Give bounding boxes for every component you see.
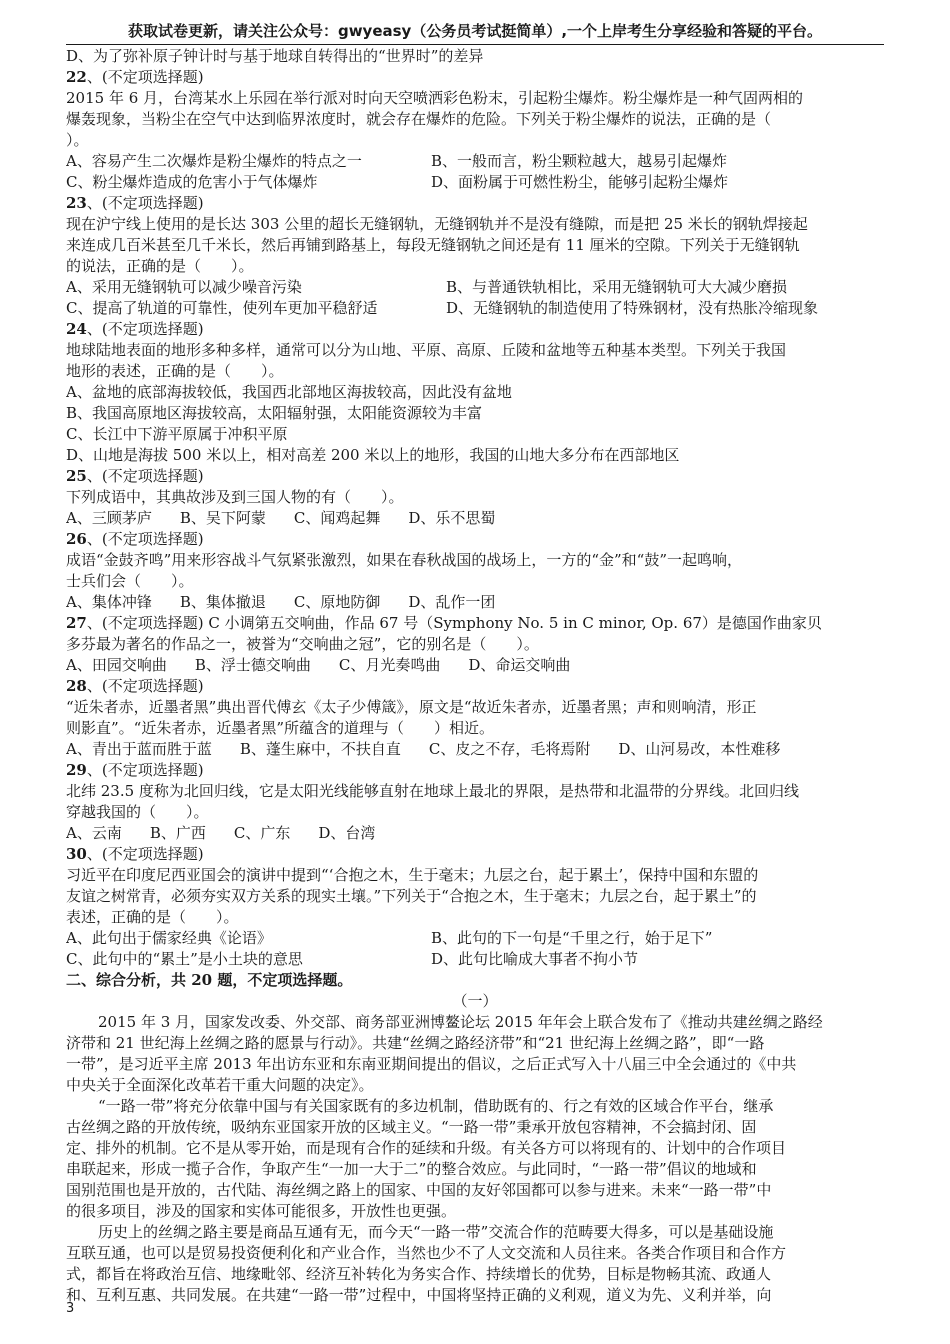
option-a: A、盆地的底部海拔较低，我国西北部地区海拔较高，因此没有盆地: [66, 383, 512, 401]
question-26-stem: 士兵们会（ ）。: [66, 572, 194, 590]
question-22-stem: ）。: [66, 131, 89, 149]
option-c: C、提高了轨道的可靠性，使列车更加平稳舒适: [66, 299, 378, 317]
option-a: A、此句出于儒家经典《论语》: [66, 929, 272, 947]
question-30-heading: 30、(不定项选择题): [66, 845, 204, 863]
passage-line: 的很多项目，涉及的国家和实体可能很多，开放性也更强。: [66, 1202, 457, 1220]
header-divider: [66, 44, 884, 45]
option-d: D、面粉属于可燃性粉尘，能够引起粉尘爆炸: [431, 173, 729, 191]
question-25-heading: 25、(不定项选择题): [66, 467, 204, 485]
option-d: D、此句比喻成大事者不拘小节: [431, 950, 639, 968]
question-30-options-row: [66, 949, 884, 970]
question-28-options-row: [66, 739, 884, 760]
question-28-heading: 28、(不定项选择题): [66, 677, 204, 695]
passage-line: 式，都旨在将政治互信、地缘毗邻、经济互补转化为务实合作、持续增长的优势，目标是物畅其流、政通人: [66, 1265, 772, 1283]
option-a: A、青出于蓝而胜于蓝: [66, 740, 212, 758]
option-a: A、云南: [66, 824, 122, 842]
question-24-stem: 地球陆地表面的地形多种多样，通常可以分为山地、平原、高原、丘陵和盆地等五种基本类型。下列关于我国: [66, 341, 787, 359]
option-d: D、命运交响曲: [468, 656, 571, 674]
question-30-options-row: [66, 928, 884, 949]
question-24-stem: 地形的表述，正确的是（ ）。: [66, 362, 284, 380]
passage-line: 济带和 21 世纪海上丝绸之路的愿景与行动》。共建“丝绸之路经济带”和“21 世纪海上丝绸之路”，即“一路: [66, 1034, 765, 1052]
option-a: A、采用无缝钢轨可以减少噪音污染: [66, 278, 302, 296]
question-23-heading: 23、(不定项选择题): [66, 194, 204, 212]
passage-line: 互联互通，也可以是贸易投资便利化和产业合作，当然也少不了人文交流和人员往来。各类合作项目和合作方: [66, 1244, 787, 1262]
option-c: C、原地防御: [293, 593, 381, 611]
option-a: A、容易产生二次爆炸是粉尘爆炸的特点之一: [66, 152, 362, 170]
passage-line: 和、互利互惠、共同发展。在共建“一路一带”过程中，中国将坚持正确的义利观，道义为先、义利并举，向: [66, 1286, 772, 1304]
option-d: D、乱作一团: [408, 593, 496, 611]
option-b: B、广西: [149, 824, 206, 842]
passage-line: 中央关于全面深化改革若干重大问题的决定》。: [66, 1076, 374, 1094]
document-body: [66, 46, 884, 1306]
question-27-heading: 27、(不定项选择题) C 小调第五交响曲，作品 67 号（Symphony No. 5 in C minor, Op. 67）是德国作曲家贝: [66, 614, 822, 632]
question-30-stem: 表述，正确的是（ ）。: [66, 908, 239, 926]
question-24-heading: 24、(不定项选择题): [66, 320, 204, 338]
passage-line: 历史上的丝绸之路主要是商品互通有无，而今天“一路一带”交流合作的范畴要大得多，可以是基础设施: [98, 1223, 774, 1241]
question-22-heading: 22、(不定项选择题): [66, 68, 204, 86]
question-23-stem: 现在沪宁线上使用的是长达 303 公里的超长无缝钢轨，无缝钢轨并不是没有缝隙，而是把 25 米长的钢轨焊接起: [66, 215, 808, 233]
question-28-stem: “近朱者赤，近墨者黑”典出晋代傅玄《太子少傅箴》，原文是“故近朱者赤，近墨者黑；声和则响清，形正: [66, 698, 757, 716]
question-30-stem: 习近平在印度尼西亚国会的演讲中提到“‘合抱之木，生于毫末；九层之台，起于累土’，保持中国和东盟的: [66, 866, 759, 884]
passage-number: （一）: [452, 992, 498, 1010]
option-a: A、三顾茅庐: [66, 509, 152, 527]
option-d: D、乐不思蜀: [408, 509, 496, 527]
section-2-title: 二、综合分析，共 20 题，不定项选择题。: [66, 971, 353, 989]
option-c: C、皮之不存，毛将焉附: [428, 740, 591, 758]
option-d: D、山地是海拔 500 米以上，相对高差 200 米以上的地形，我国的山地大多分布在西部地区: [66, 446, 680, 464]
question-26-stem: 成语“金鼓齐鸣”用来形容战斗气氛紧张激烈，如果在春秋战国的战场上，一方的“金”和“鼓”一起鸣响，: [66, 551, 743, 569]
option-d: D、山河易改，本性难移: [618, 740, 781, 758]
option-b: B、浮士德交响曲: [194, 656, 311, 674]
passage-line: 定、排外的机制。它不是从零开始，而是现有合作的延续和升级。有关各方可以将现有的、计划中的合作项目: [66, 1139, 787, 1157]
question-23-options-row: [66, 277, 884, 298]
option-c: C、此句中的“累土”是小土块的意思: [66, 950, 303, 968]
option-b: B、我国高原地区海拔较高，太阳辐射强，太阳能资源较为丰富: [66, 404, 483, 422]
question-26-options-row: [66, 592, 884, 613]
question-28-stem: 则影直”。“近朱者赤，近墨者黑”所蕴含的道理与（ ）相近。: [66, 719, 495, 737]
page-header: 获取试卷更新，请关注公众号：gwyeasy（公务员考试挺简单）,一个上岸考生分享经验和答疑的平台。: [127, 22, 823, 40]
question-29-stem: 穿越我国的（ ）。: [66, 803, 209, 821]
question-22-options-row: [66, 151, 884, 172]
question-29-options-row: [66, 823, 884, 844]
option-c: C、闻鸡起舞: [293, 509, 381, 527]
option-b: B、集体撤退: [179, 593, 266, 611]
question-23-stem: 来连成几百米甚至几千米长，然后再铺到路基上，每段无缝钢轨之间还是有 11 厘米的空隙。下列关于无缝钢轨: [66, 236, 800, 254]
question-22-options-row: [66, 172, 884, 193]
option-a: A、集体冲锋: [66, 593, 152, 611]
question-27-stem: 多芬最为著名的作品之一，被誉为“交响曲之冠”，它的别名是（ ）。: [66, 635, 539, 653]
option-d: D、无缝钢轨的制造使用了特殊钢材，没有热胀冷缩现象: [446, 299, 819, 317]
question-23-options-row: [66, 298, 884, 319]
passage-line: “一路一带”将充分依靠中国与有关国家既有的多边机制，借助既有的、行之有效的区域合作平台，继承: [98, 1097, 774, 1115]
option-b: B、与普通铁轨相比，采用无缝钢轨可大大减少磨损: [446, 278, 788, 296]
option-d: D、台湾: [318, 824, 376, 842]
passage-line: 古丝绸之路的开放传统，吸纳东亚国家开放的区域主义。“一路一带”秉承开放包容精神，不会搞封闭、固: [66, 1118, 757, 1136]
prev-question-option-d: D、为了弥补原子钟计时与基于地球自转得出的“世界时”的差异: [66, 47, 484, 65]
question-25-options-row: [66, 508, 884, 529]
question-29-stem: 北纬 23.5 度称为北回归线，它是太阳光线能够直射在地球上最北的界限，是热带和北温带的分界线。北回归线: [66, 782, 799, 800]
passage-line: 一带”，是习近平主席 2013 年出访东亚和东南亚期间提出的倡议，之后正式写入十八届三中全会通过的《中共: [66, 1055, 797, 1073]
option-b: B、一般而言，粉尘颗粒越大，越易引起爆炸: [431, 152, 728, 170]
passage-line: 2015 年 3 月，国家发改委、外交部、商务部亚洲博鳌论坛 2015 年年会上联合发布了《推动共建丝绸之路经: [98, 1013, 823, 1031]
question-22-stem: 2015 年 6 月，台湾某水上乐园在举行派对时向天空喷洒彩色粉末，引起粉尘爆炸。粉尘爆炸是一种气固两相的: [66, 89, 804, 107]
passage-line: 串联起来，形成一揽子合作，争取产生“一加一大于二”的整合效应。与此同时，“一路一带”倡议的地域和: [66, 1160, 757, 1178]
question-26-heading: 26、(不定项选择题): [66, 530, 204, 548]
option-b: B、吴下阿蒙: [179, 509, 266, 527]
question-22-stem: 爆轰现象，当粉尘在空气中达到临界浓度时，就会存在爆炸的危险。下列关于粉尘爆炸的说法，正确的是（: [66, 110, 772, 128]
option-c: C、广东: [233, 824, 291, 842]
question-30-stem: 友谊之树常青，必须夯实双方关系的现实土壤。”下列关于“合抱之木，生于毫末；九层之台，起于累土”的: [66, 887, 757, 905]
option-c: C、粉尘爆炸造成的危害小于气体爆炸: [66, 173, 318, 191]
option-b: B、此句的下一句是“千里之行，始于足下”: [431, 929, 713, 947]
page-number: 3: [66, 1301, 75, 1316]
question-27-options-row: [66, 655, 884, 676]
option-a: A、田园交响曲: [66, 656, 167, 674]
question-25-stem: 下列成语中，其典故涉及到三国人物的有（ ）。: [66, 488, 404, 506]
question-29-heading: 29、(不定项选择题): [66, 761, 204, 779]
option-b: B、蓬生麻中，不扶自直: [239, 740, 401, 758]
option-c: C、长江中下游平原属于冲积平原: [66, 425, 288, 443]
passage-line: 国别范围也是开放的，古代陆、海丝绸之路上的国家、中国的友好邻国都可以参与进来。未来“一路一带”中: [66, 1181, 772, 1199]
option-c: C、月光奏鸣曲: [338, 656, 441, 674]
question-23-stem: 的说法，正确的是（ ）。: [66, 257, 254, 275]
